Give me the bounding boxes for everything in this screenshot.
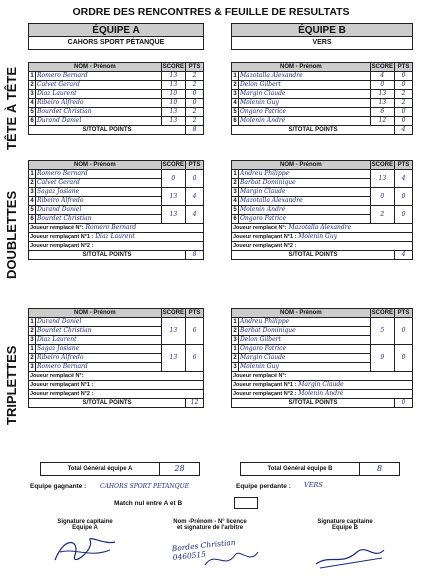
score: 0	[370, 81, 394, 90]
col-nom: NOM - Prénom	[232, 309, 371, 318]
score: 9	[370, 345, 394, 372]
subtotal-value: 0	[395, 399, 413, 408]
referee-handwriting: Bordes Christian 0460515	[171, 537, 237, 563]
pts: 4	[186, 206, 204, 224]
table-row: 2 Barbat Dominique	[232, 179, 413, 188]
table-row: 3 Margin Claude 0 0	[232, 188, 413, 197]
player-name: Ongaro Patrice	[239, 108, 371, 117]
score: 13	[161, 117, 185, 126]
col-score: SCORE	[371, 64, 393, 70]
loser-label: Equipe perdante :	[236, 483, 291, 490]
tete-table-a	[28, 62, 204, 135]
section-tete-label: TÊTE À TÊTE	[4, 66, 19, 150]
pts: 6	[186, 318, 204, 345]
table-row: 2 Bourdet Christian	[29, 327, 204, 336]
col-nom: NOM - Prénom	[29, 63, 162, 72]
score: 4	[370, 72, 394, 81]
table-row: 5 Durand Daniel 13 4	[29, 206, 204, 215]
col-nom: NOM - Prénom	[29, 161, 162, 170]
substitute1-value: Margin Claude	[298, 381, 344, 388]
player-name: Calvet Gerard	[36, 81, 162, 90]
score: 13	[161, 72, 185, 81]
substitute1-row	[232, 381, 413, 390]
player-name: Calvet Gerard	[36, 179, 162, 188]
replaced-value: Mazotalla Alexandre	[288, 224, 352, 231]
player-name: Ongaro Patrice	[239, 345, 371, 354]
draw-label: Match nul entre A et B	[114, 500, 183, 507]
player-name: Mazotalla Alexandre	[239, 72, 371, 81]
col-pts: PTS	[186, 161, 204, 170]
player-name: Molenin André	[239, 206, 371, 215]
table-row: 1 Mazotalla Alexandre 4 0	[232, 72, 413, 81]
substitute2-label: Joueur remplaçant N°2 :	[30, 391, 94, 397]
player-name: Margin Claude	[239, 188, 371, 197]
replaced-label: Joueur remplacé N°:	[233, 373, 287, 379]
player-name: Romero Bernard	[36, 363, 162, 372]
subtotal-value: 4	[395, 251, 413, 260]
pts: 0	[395, 108, 413, 117]
player-name: Ongaro Patrice	[239, 215, 371, 224]
table-row: 6 Durand Daniel 13 2	[29, 117, 204, 126]
table-row: 1 Sagaz Josiane 13 6	[29, 345, 204, 354]
score: 13	[161, 108, 185, 117]
pts: 2	[186, 72, 204, 81]
player-name: Delon Gilbert	[239, 336, 371, 345]
player-name: Romero Bernard	[36, 170, 162, 179]
score: 13	[370, 99, 394, 108]
table-row: 6 Ongaro Patrice	[232, 215, 413, 224]
col-pts: PTS	[395, 161, 413, 170]
player-name: Andreu Philippe	[239, 318, 371, 327]
player-name: Margin Claude	[239, 354, 371, 363]
score: 13	[161, 81, 185, 90]
substitute1-row	[29, 233, 204, 242]
subtotal-value: 4	[395, 126, 413, 135]
referee-signature-scribble	[200, 540, 260, 575]
table-row: 3 Sagaz Josiane 13 4	[29, 188, 204, 197]
score: 12	[370, 117, 394, 126]
substitute1-label: Joueur remplaçant N°1 :	[233, 234, 297, 240]
substitute2-row	[29, 390, 204, 399]
player-name: Ribeiro Alfredo	[36, 197, 162, 206]
player-name: Molenin Guy	[239, 363, 371, 372]
table-row: 4 Mazotalla Alexandre	[232, 197, 413, 206]
table-row: 3 Romero Bernard	[29, 363, 204, 372]
section-doublettes-label: DOUBLETTES	[4, 190, 19, 280]
player-name: Durand Daniel	[36, 318, 162, 327]
subtotal-value: 12	[186, 399, 204, 408]
table-row: 1 Ongaro Patrice 9 0	[232, 345, 413, 354]
subtotal-label: S/TOTAL POINTS	[29, 251, 186, 260]
col-score: SCORE	[162, 162, 184, 168]
substitute1-label: Joueur remplaçant N°1 :	[30, 234, 94, 240]
total-b-value: 8	[359, 463, 399, 475]
table-row: 5 Molenin André 2 0	[232, 206, 413, 215]
subtotal-label: S/TOTAL POINTS	[232, 399, 395, 408]
team-a-label: ÉQUIPE A	[29, 24, 203, 37]
player-name: Bourdet Christian	[36, 215, 162, 224]
pts: 2	[395, 90, 413, 99]
player-name: Andreu Philippe	[239, 170, 371, 179]
table-row: 1 Romero Bernard 13 2	[29, 72, 204, 81]
table-row: 2 Calvet Gerard 13 2	[29, 81, 204, 90]
score: 0	[370, 188, 394, 206]
draw-checkbox[interactable]	[234, 497, 258, 509]
winner-label: Equipe gagnante :	[30, 483, 87, 490]
player-name: Molenin Guy	[239, 99, 371, 108]
substitute1-row	[232, 233, 413, 242]
pts: 6	[186, 345, 204, 372]
score: 0	[161, 170, 185, 188]
pts: 0	[395, 188, 413, 206]
subtotal-label: S/TOTAL POINTS	[232, 126, 395, 135]
table-row: 3 Delon Gilbert	[232, 336, 413, 345]
replaced-row	[29, 372, 204, 381]
team-b-header	[231, 23, 413, 50]
score: 13	[370, 170, 394, 188]
col-nom: NOM - Prénom	[232, 161, 371, 170]
replaced-label: Joueur remplacé N°:	[30, 225, 84, 231]
substitute2-row	[29, 242, 204, 251]
table-row: 2 Delon Gilbert 0 0	[232, 81, 413, 90]
table-row: 5 Ongaro Patrice 6 0	[232, 108, 413, 117]
player-name: Durand Daniel	[36, 117, 162, 126]
triplettes-table-a	[28, 308, 204, 408]
player-name: Sagaz Josiane	[36, 345, 162, 354]
team-b-label: ÉQUIPE B	[232, 24, 412, 37]
table-row: 2 Ribeiro Alfredo	[29, 354, 204, 363]
signature-b-label: Signature capitaine Equipe B	[317, 519, 373, 531]
total-a-value: 28	[159, 463, 199, 475]
replaced-value: Romero Bernard	[85, 224, 137, 231]
pts: 2	[186, 81, 204, 90]
table-row: 3 Margin Claude 13 2	[232, 90, 413, 99]
pts: 0	[395, 117, 413, 126]
player-name: Sagaz Josiane	[36, 188, 162, 197]
table-row: 4 Ribeiro Alfredo 10 0	[29, 99, 204, 108]
subtotal-label: S/TOTAL POINTS	[29, 126, 186, 135]
replaced-row	[232, 372, 413, 381]
score: 2	[370, 206, 394, 224]
table-row: 6 Molenin André 12 0	[232, 117, 413, 126]
pts: 4	[395, 170, 413, 188]
substitute1-label: Joueur remplaçant N°1 :	[30, 382, 94, 388]
player-name: Diaz Laurent	[36, 336, 162, 345]
score: 13	[161, 188, 185, 206]
team-a-header	[28, 23, 204, 50]
subtotal-label: S/TOTAL POINTS	[232, 251, 395, 260]
table-row: 6 Bourdet Christian	[29, 215, 204, 224]
col-nom: NOM - Prénom	[232, 63, 371, 72]
player-name: Durand Daniel	[36, 206, 162, 215]
player-name: Mazotalla Alexandre	[239, 197, 371, 206]
substitute1-row	[29, 381, 204, 390]
replaced-label: Joueur remplacé N°:	[233, 225, 287, 231]
table-row: 1 Andreu Philippe 13 4	[232, 170, 413, 179]
table-row: 2 Margin Claude	[232, 354, 413, 363]
pts: 0	[395, 72, 413, 81]
page-title: ORDRE DES RENCONTRES & FEUILLE DE RESULTATS	[72, 6, 350, 18]
player-name: Ribeiro Alfredo	[36, 99, 162, 108]
player-name: Romero Bernard	[36, 72, 162, 81]
pts: 4	[186, 188, 204, 206]
pts: 0	[186, 170, 204, 188]
substitute2-row	[232, 242, 413, 251]
col-score: SCORE	[162, 64, 184, 70]
table-row: 4 Molenin Guy 13 2	[232, 99, 413, 108]
pts: 0	[395, 318, 413, 345]
col-score: SCORE	[371, 310, 393, 316]
table-row: 3 Molenin Guy	[232, 363, 413, 372]
substitute1-value: Diaz Laurent	[95, 233, 135, 240]
doublettes-table-a	[28, 160, 204, 260]
team-b-name: VERS	[312, 39, 332, 46]
section-triplettes-label: TRIPLETTES	[4, 345, 19, 425]
col-pts: PTS	[186, 309, 204, 318]
pts: 2	[186, 117, 204, 126]
triplettes-table-b	[231, 308, 413, 408]
total-b-label: Total Général équipe B	[267, 466, 333, 472]
table-row: 1 Andreu Philippe 5 0	[232, 318, 413, 327]
player-name: Barbat Dominique	[239, 179, 371, 188]
replaced-row	[232, 224, 413, 233]
replaced-label: Joueur remplacé N°:	[30, 373, 84, 379]
player-name: Bourdet Christian	[36, 327, 162, 336]
table-row: 1 Durand Daniel 13 6	[29, 318, 204, 327]
replaced-row	[29, 224, 204, 233]
pts: 0	[395, 345, 413, 372]
pts: 0	[186, 99, 204, 108]
pts: 0	[395, 81, 413, 90]
signature-b-scribble	[312, 540, 387, 572]
substitute1-label: Joueur remplaçant N°1 :	[233, 382, 297, 388]
subtotal-value: 8	[186, 251, 204, 260]
signature-referee-label: Nom -Prénom - N° licence et signature de l'arbitre	[173, 519, 247, 531]
winner-value: CAHORS SPORT PETANQUE	[100, 483, 190, 490]
total-a-box	[40, 462, 200, 476]
table-row: 5 Bourdet Christian 13 2	[29, 108, 204, 117]
player-name: Bourdet Christian	[36, 108, 162, 117]
pts: 2	[186, 108, 204, 117]
subtotal-label: S/TOTAL POINTS	[29, 399, 186, 408]
col-pts: PTS	[395, 63, 413, 72]
score: 13	[161, 318, 185, 345]
player-name: Diaz Laurent	[36, 90, 162, 99]
col-nom: NOM - Prénom	[29, 309, 162, 318]
doublettes-table-b	[231, 160, 413, 260]
score: 6	[370, 108, 394, 117]
col-pts: PTS	[186, 63, 204, 72]
substitute2-row	[232, 390, 413, 399]
score: 13	[161, 206, 185, 224]
substitute2-value: Molenin André	[298, 390, 344, 397]
table-row: 2 Calvet Gerard	[29, 179, 204, 188]
player-name: Ribeiro Alfredo	[36, 354, 162, 363]
signature-a-label: Signature capitaine Equipe A	[57, 519, 113, 531]
pts: 0	[186, 90, 204, 99]
col-pts: PTS	[395, 309, 413, 318]
pts: 2	[395, 99, 413, 108]
player-name: Delon Gilbert	[239, 81, 371, 90]
score: 5	[370, 318, 394, 345]
table-row: 3 Diaz Laurent	[29, 336, 204, 345]
signature-a-scribble	[50, 530, 120, 570]
total-a-label: Total Général équipe A	[67, 466, 133, 472]
player-name: Molenin André	[239, 117, 371, 126]
score: 13	[161, 345, 185, 372]
substitute2-label: Joueur remplaçant N°2 :	[30, 243, 94, 249]
substitute1-value: Molenin Guy	[298, 233, 338, 240]
subtotal-value: 8	[186, 126, 204, 135]
table-row: 1 Romero Bernard 0 0	[29, 170, 204, 179]
substitute2-label: Joueur remplaçant N°2 :	[233, 391, 297, 397]
col-score: SCORE	[371, 162, 393, 168]
substitute2-label: Joueur remplaçant N°2 :	[233, 243, 297, 249]
team-a-name: CAHORS SPORT PÉTANQUE	[67, 39, 165, 46]
table-row: 2 Barbat Dominique	[232, 327, 413, 336]
table-row: 4 Ribeiro Alfredo	[29, 197, 204, 206]
pts: 0	[395, 206, 413, 224]
player-name: Margin Claude	[239, 90, 371, 99]
score: 13	[370, 90, 394, 99]
col-score: SCORE	[162, 310, 184, 316]
score: 10	[161, 99, 185, 108]
tete-table-b	[231, 62, 413, 135]
total-b-box	[240, 462, 400, 476]
player-name: Barbat Dominique	[239, 327, 371, 336]
score: 10	[161, 90, 185, 99]
loser-value: VERS	[304, 481, 323, 489]
table-row: 3 Diaz Laurent 10 0	[29, 90, 204, 99]
